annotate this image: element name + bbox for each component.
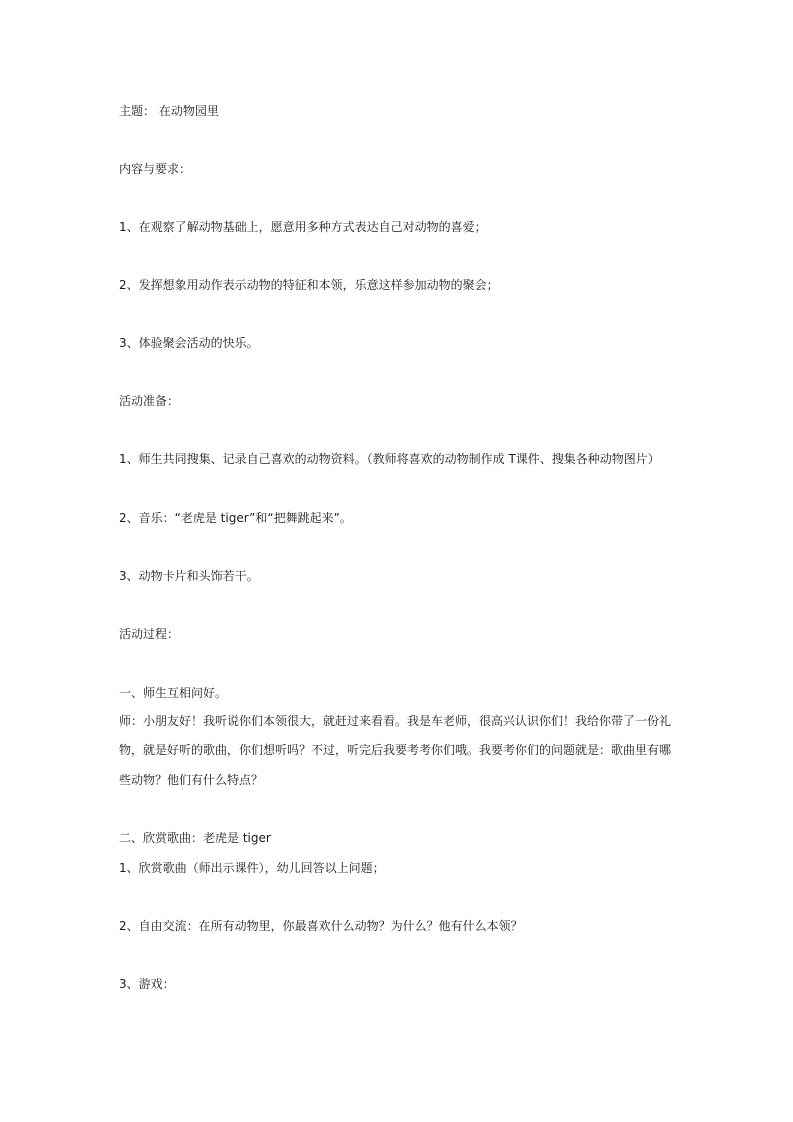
requirements-heading: 内容与要求：: [119, 162, 192, 176]
step1-heading: 一、师生互相问好。: [119, 686, 228, 700]
step2-item: 2、自由交流：在所有动物里，你最喜欢什么动物？为什么？他有什么本领？: [119, 919, 523, 933]
preparation-item: 1、师生共同搜集、记录自己喜欢的动物资料。（教师将喜欢的动物制作成 T课件、搜集各种动物图片）: [119, 452, 660, 466]
requirement-item: 2、发挥想象用动作表示动物的特征和本领，乐意这样参加动物的聚会；: [119, 278, 499, 292]
step2-heading: 二、欣赏歌曲：老虎是 tiger: [119, 831, 271, 845]
preparation-heading: 活动准备：: [119, 394, 180, 408]
step1-text-line: 些动物？他们有什么特点？: [119, 773, 264, 787]
step1-text-line: 师：小朋友好！我听说你们本领很大，就赶过来看看。我是车老师，很高兴认识你们！我给你带了一份礼: [119, 714, 672, 728]
step1-text-line: 物，就是好听的歌曲，你们想听吗？不过，听完后我要考考你们哦。我要考你们的问题就是：歌曲里有哪: [119, 743, 672, 757]
document-title: 主题： 在动物园里: [119, 104, 219, 118]
step2-item: 1、欣赏歌曲（师出示课件），幼儿回答以上问题；: [119, 861, 385, 875]
preparation-item: 2、音乐：“老虎是 tiger”和“把舞跳起来”。: [119, 511, 352, 525]
preparation-item: 3、动物卡片和头饰若干。: [119, 569, 259, 583]
requirement-item: 1、在观察了解动物基础上，愿意用多种方式表达自己对动物的喜爱；: [119, 220, 487, 234]
requirement-item: 3、体验聚会活动的快乐。: [119, 336, 259, 350]
step2-item: 3、游戏：: [119, 977, 175, 991]
process-heading: 活动过程：: [119, 627, 180, 641]
